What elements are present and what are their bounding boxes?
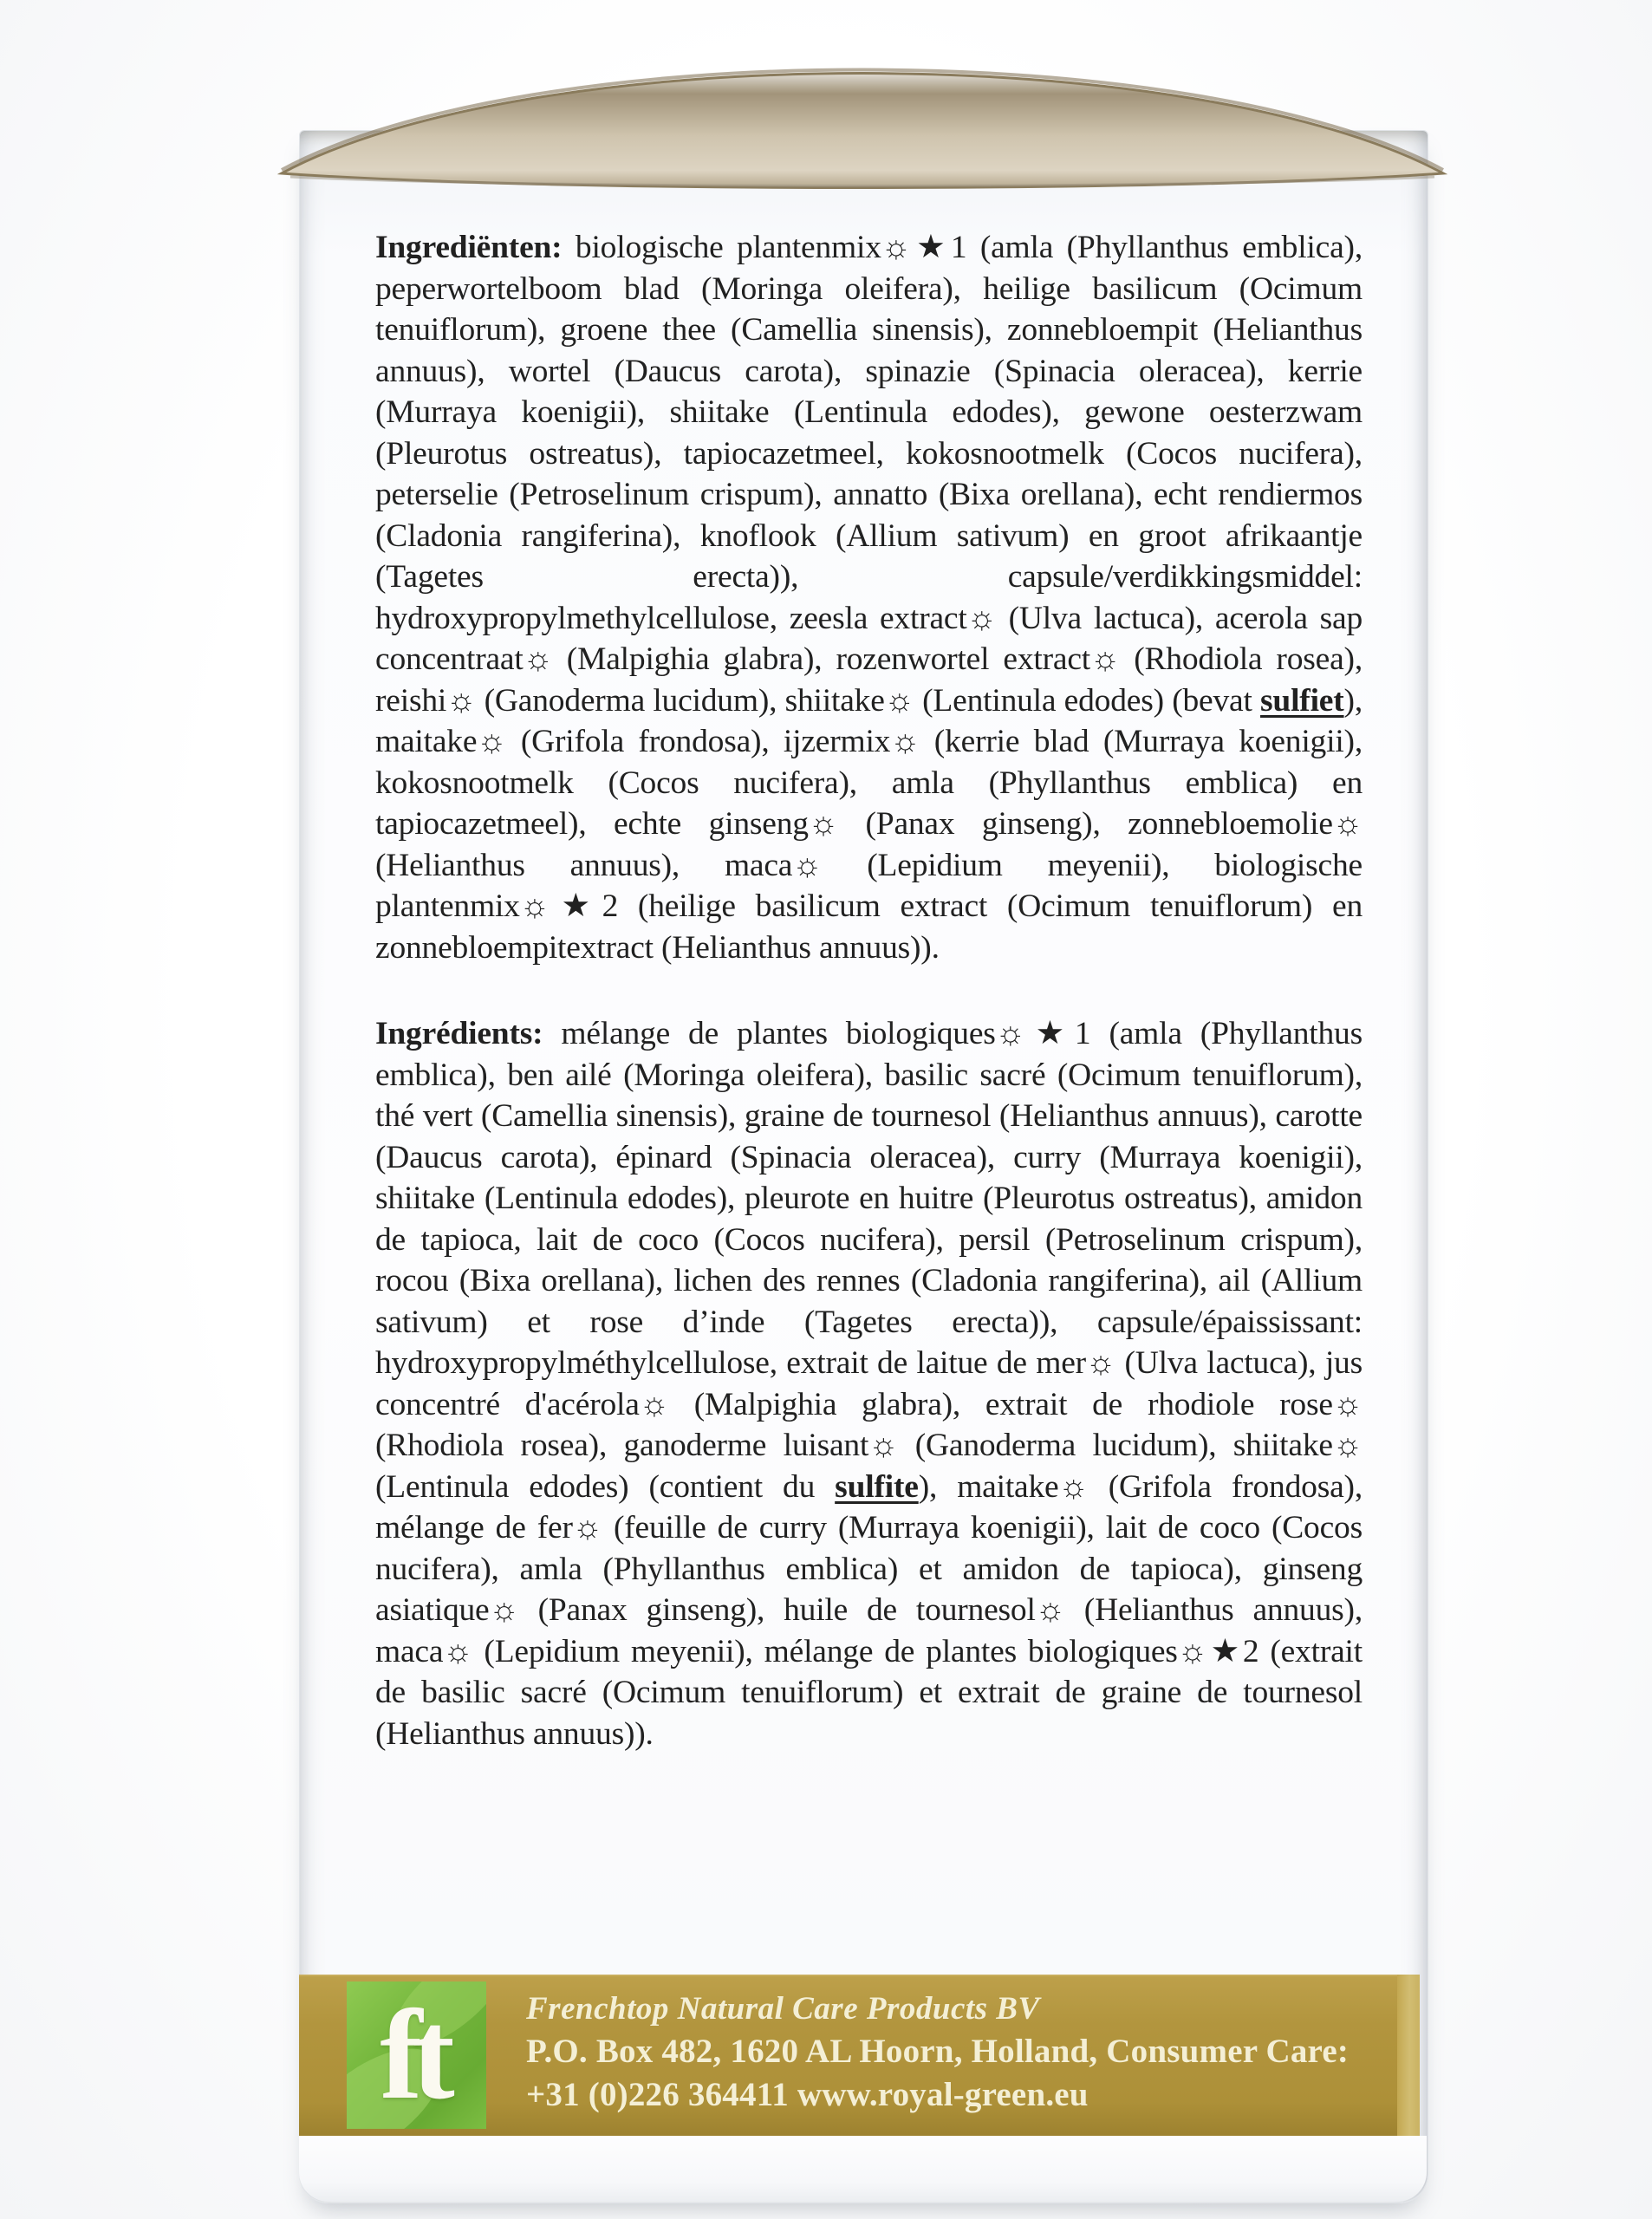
ingredients-text-block bbox=[375, 227, 1363, 1799]
box-bottom-edge bbox=[299, 2136, 1427, 2202]
allergen-sulfiet: sulfiet bbox=[1260, 682, 1344, 719]
company-contact: +31 (0)226 364411 www.royal-green.eu bbox=[526, 2076, 1089, 2113]
company-address: P.O. Box 482, 1620 AL Hoorn, Holland, Consumer Care: bbox=[526, 2033, 1350, 2070]
allergen-sulfite: sulfite bbox=[835, 1468, 919, 1505]
company-name: Frenchtop Natural Care Products BV bbox=[526, 1991, 1040, 2027]
box-top-flap bbox=[260, 16, 1465, 198]
ingredients-nl-text-before: biologische plantenmix☼★1 (amla (Phyllanthus emblica), peperwortelboom blad (Moringa oleifera), heilige basilicum (Ocimum tenuiflorum), groene thee (Camellia sinensis), zonnebloempit (Helianthus annuus), wortel (Daucus carota), spinazie (Spinacia oleracea), kerrie (Murraya koenigii), shiitake (Lentinula edodes), gewone oesterzwam (Pleurotus ostreatus), tapiocazetmeel, kokosnootmelk (Cocos nucifera), peterselie (Petroselinum crispum), annatto (Bixa orellana), echt rendiermos (Cladonia rangiferina), knoflook (Allium sativum) en groot afrikaantje (Tagetes erecta)), capsule/verdikkingsmiddel: hydroxypropylmethylcellulose, zeesla extract☼ (Ulva lactuca), acerola sap concentraat☼ (Malpighia glabra), rozenwortel extract☼ (Rhodiola rosea), reishi☼ (Ganoderma lucidum), shiitake☼ (Lentinula edodes) (bevat bbox=[375, 230, 1363, 719]
footer-company-info bbox=[526, 1988, 1384, 2117]
ingredients-nl-label: Ingrediënten: bbox=[375, 230, 563, 265]
ingredients-fr-paragraph bbox=[375, 1013, 1363, 1754]
ingredients-fr-label: Ingrédients: bbox=[375, 1016, 543, 1051]
ingredients-fr-text-after: ), maitake☼ (Grifola frondosa), mélange de fer☼ (feuille de curry (Murraya koenigii), lait de coco (Cocos nucifera), amla (Phyllanthus emblica) et amidon de tapioca), ginseng asiatique☼ (Panax ginseng), huile de tournesol☼ (Helianthus annuus), maca☼ (Lepidium meyenii), mélange de plantes biologiques☼★2 (extrait de basilic sacré (Ocimum tenuiflorum) et extrait de graine de tournesol (Helianthus annuus)). bbox=[375, 1468, 1363, 1752]
frenchtop-logo bbox=[347, 1981, 486, 2129]
footer-bar-fold-edge bbox=[1397, 1975, 1420, 2138]
ingredients-fr-text-before: mélange de plantes biologiques☼★1 (amla (Phyllanthus emblica), ben ailé (Moringa oleifera), basilic sacré (Ocimum tenuiflorum), thé vert (Camellia sinensis), graine de tournesol (Helianthus annuus), carotte (Daucus carota), épinard (Spinacia oleracea), curry (Murraya koenigii), shiitake (Lentinula edodes), pleurote en huitre (Pleurotus ostreatus), amidon de tapioca, lait de coco (Cocos nucifera), persil (Petroselinum crispum), rocou (Bixa orellana), lichen des rennes (Cladonia rangiferina), ail (Allium sativum) et rose d’inde (Tagetes erecta)), capsule/épaississant: hydroxypropylméthylcellulose, extrait de laitue de mer☼ (Ulva lactuca), jus concentré d'acérola☼ (Malpighia glabra), extrait de rhodiole rose☼ (Rhodiola rosea), ganoderme luisant☼ (Ganoderma lucidum), shiitake☼ (Lentinula edodes) (contient du bbox=[375, 1016, 1363, 1505]
ingredients-nl-text-after: ), maitake☼ (Grifola frondosa), ijzermix☼ (kerrie blad (Murraya koenigii), kokosnootmelk (Cocos nucifera), amla (Phyllanthus emblica) en tapiocazetmeel), echte ginseng☼ (Panax ginseng), zonnebloemolie☼ (Helianthus annuus), maca☼ (Lepidium meyenii), biologische plantenmix☼★2 (heilige basilicum extract (Ocimum tenuiflorum) en zonnebloempitextract (Helianthus annuus)). bbox=[375, 682, 1363, 966]
ft-monogram-icon: ft bbox=[380, 1984, 445, 2126]
ingredients-nl-paragraph bbox=[375, 227, 1363, 968]
